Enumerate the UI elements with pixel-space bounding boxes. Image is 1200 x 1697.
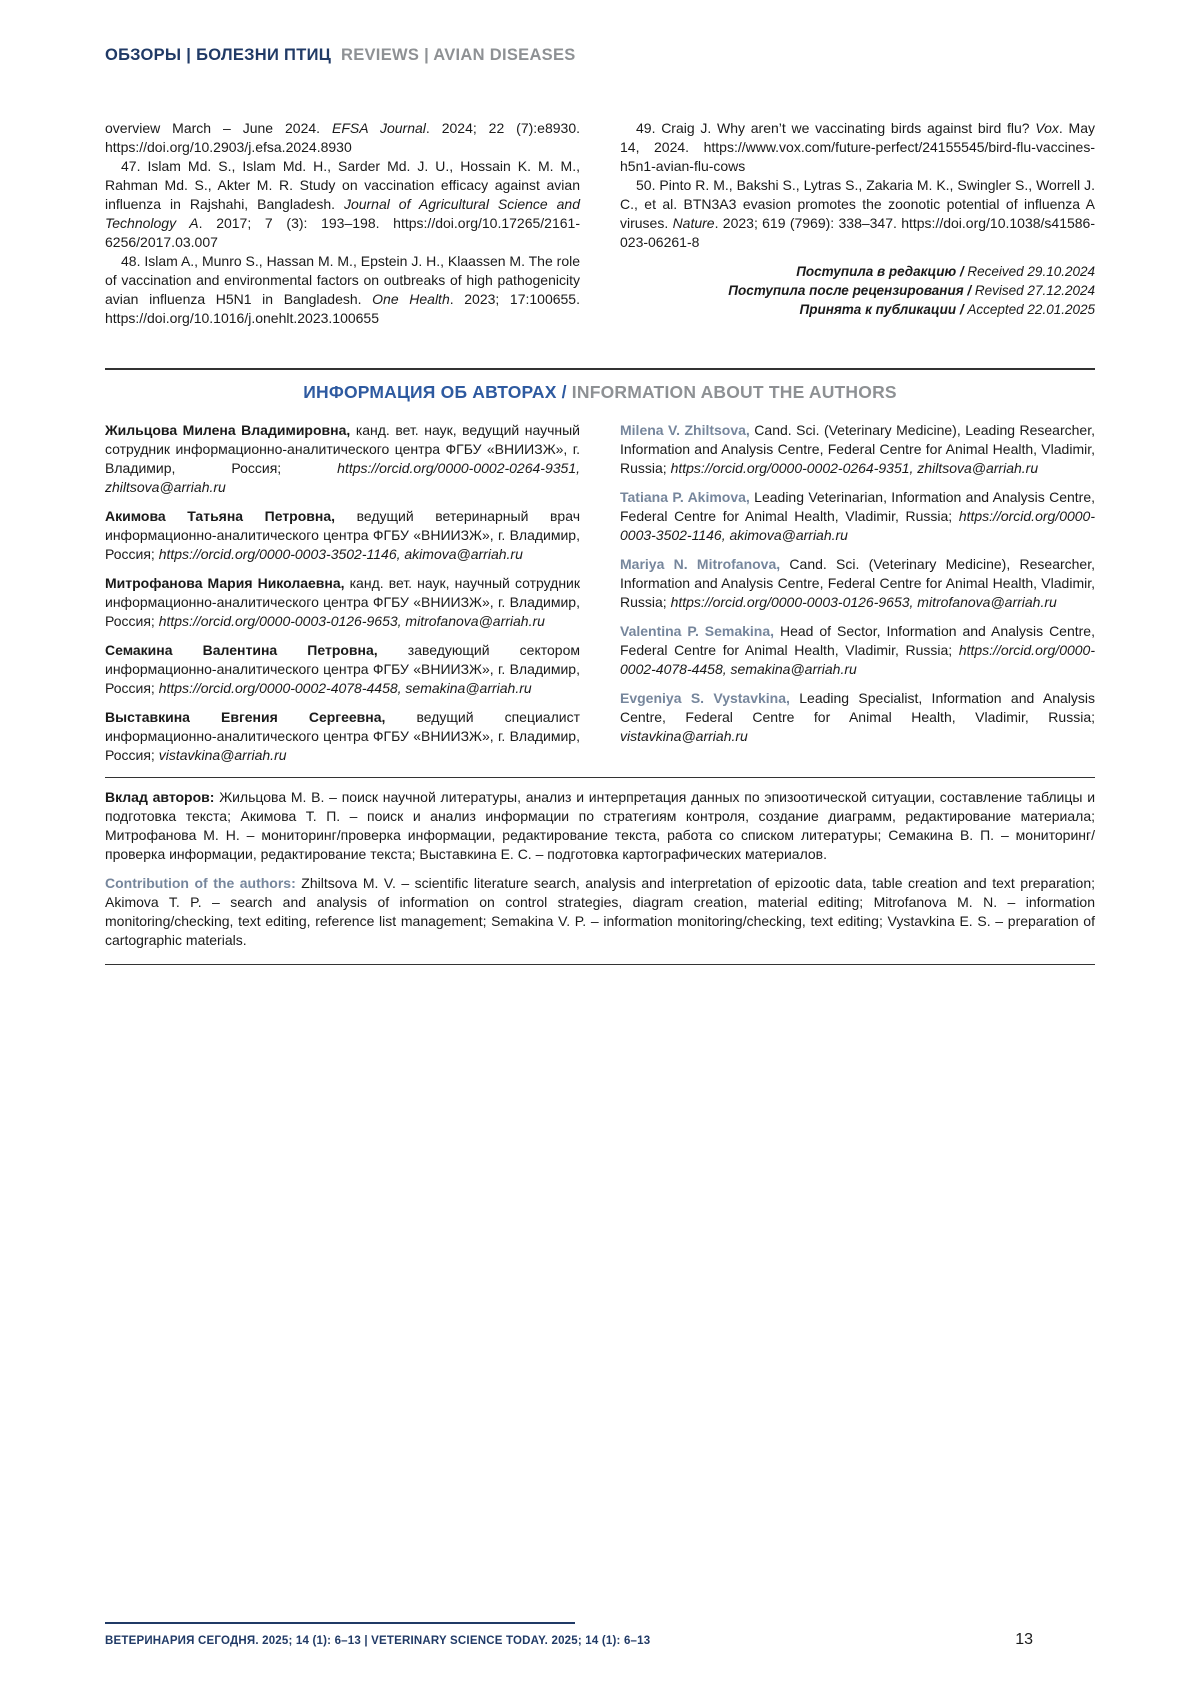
text-run-i: EFSA Journal (331, 120, 426, 136)
author-entry-ru-semakina (105, 641, 580, 698)
text-run-i: Accepted 22.01.2025 (967, 302, 1095, 317)
text-run: Leading Veterinarian, Information and Analysis Centre, Federal Centre for Animal Health, Vladimir, Russia; (620, 489, 1095, 524)
text-run: . 2023; 17:100655. https://doi.org/10.1016/j.onehlt.2023.100655 (105, 291, 580, 326)
text-run: Cand. Sci. (Veterinary Medicine), Leading Researcher, Information and Analysis Centre, Federal Centre for Animal Health, Vladimir, Russia; (620, 422, 1095, 476)
text-run-name-ru: Жильцова Милена Владимировна, (105, 422, 356, 438)
text-run: overview March – June 2024. (105, 120, 332, 136)
footer-rule (105, 1622, 575, 1624)
text-run-i: https://orcid.org/0000-0002-0264-9351, zhiltsova@arriah.ru (670, 460, 1039, 476)
running-head-en: REVIEWS | AVIAN DISEASES (340, 46, 576, 64)
text-run: 48. Islam A., Munro S., Hassan M. M., Epstein J. H., Klaassen M. The role of vaccination and environmental factors on outbreaks of high pathogenicity avian influenza H5N1 in Bangladesh. (105, 253, 580, 307)
page-footer (105, 1622, 1095, 1649)
text-run: . 2017; 7 (3): 193–198. https://doi.org/10.17265/2161-6256/2017.03.007 (105, 215, 580, 250)
text-run-name-ru: Семакина Валентина Петровна, (105, 642, 408, 658)
author-entry-en-mitrofanova (620, 555, 1095, 612)
contribution-divider-bottom (105, 964, 1095, 965)
text-run-i: https://orcid.org/0000-0002-4078-4458, semakina@arriah.ru (620, 642, 1095, 677)
text-run-i: https://orcid.org/0000-0002-4078-4458, semakina@arriah.ru (158, 680, 532, 696)
authors-title-en: INFORMATION ABOUT THE AUTHORS (571, 382, 897, 402)
running-head (105, 46, 1095, 65)
running-head-ru: ОБЗОРЫ | БОЛЕЗНИ ПТИЦ (105, 46, 332, 64)
text-run: 49. Craig J. Why aren’t we vaccinating birds against bird flu? (636, 120, 1036, 136)
text-run-i: https://orcid.org/0000-0002-0264-9351, zhiltsova@arriah.ru (105, 460, 580, 495)
text-run: ведущий специалист информационно-аналитического центра ФГБУ «ВНИИЗЖ», г. Владимир, Россия; (105, 709, 580, 763)
text-run: Жильцова М. В. – поиск научной литературы, анализ и интерпретация данных по эпизоотической ситуации, составление таблицы и подготовка текста; Акимова Т. П. – поиск и анализ информации по стратегиям контроля, создание диаграмм, редактирование материала; Митрофанова М. Н. – мониторинг/проверка информации, редактирование текста, работа со списком литературы; Семакина В. П. – мониторинг/проверка информации, редактирование текста; Выставкина Е. С. – подготовка картографических материалов. (105, 789, 1096, 862)
reference-48 (105, 252, 580, 328)
author-entry-en-semakina (620, 622, 1095, 679)
journal-footer-line: ВЕТЕРИНАРИЯ СЕГОДНЯ. 2025; 14 (1): 6–13 | VETERINARY SCIENCE TODAY. 2025; 14 (1): 6–13 (105, 1635, 651, 1647)
text-run: Head of Sector, Information and Analysis Centre, Federal Centre for Animal Health, Vladimir, Russia; (620, 623, 1095, 658)
authors-info-section (105, 421, 1095, 765)
authors-section-title (105, 382, 1095, 403)
text-run: Leading Specialist, Information and Analysis Centre, Federal Centre for Animal Health, Vladimir, Russia; (620, 690, 1095, 725)
text-run-name-en: Valentina P. Semakina, (620, 623, 780, 639)
text-run: Cand. Sci. (Veterinary Medicine), Researcher, Information and Analysis Centre, Federal Centre for Animal Health, Vladimir, Russia; (620, 556, 1095, 610)
authors-column-en (620, 421, 1095, 765)
references-column-right (620, 119, 1095, 328)
text-run-name-ru: Акимова Татьяна Петровна, (105, 508, 357, 524)
section-divider-top (105, 368, 1095, 370)
page-number: 13 (1015, 1631, 1033, 1648)
text-run-name-en: Evgeniya S. Vystavkina, (620, 690, 800, 706)
reference-50 (620, 176, 1095, 252)
text-run-name-ru: Выставкина Евгения Сергеевна, (105, 709, 417, 725)
text-run-i: https://orcid.org/0000-0003-3502-1146, akimova@arriah.ru (158, 546, 523, 562)
author-entry-ru-zhiltsova (105, 421, 580, 497)
text-run-i: vistavkina@arriah.ru (158, 747, 287, 763)
author-entry-en-vystavkina (620, 689, 1095, 746)
text-run: . 2023; 619 (7969): 338–347. https://doi.org/10.1038/s41586-023-06261-8 (620, 215, 1096, 250)
received-date (620, 262, 1095, 281)
revised-date (620, 281, 1095, 300)
text-run-i: Journal of Agricultural Science and Technology A (105, 196, 580, 231)
author-entry-ru-mitrofanova (105, 574, 580, 631)
text-run-b: Вклад авторов: (105, 789, 220, 805)
text-run-i: Vox (1035, 120, 1059, 136)
text-run-name-en: Tatiana P. Akimova, (620, 489, 755, 505)
footer-row (105, 1631, 1095, 1649)
text-run: . May 14, 2024. https://www.vox.com/future-perfect/24155545/bird-flu-vaccines-h5n1-avian-flu-cows (620, 120, 1095, 174)
text-run: . 2024; 22 (7):e8930. https://doi.org/10.2903/j.efsa.2024.8930 (105, 120, 581, 155)
contribution-paragraph-ru (105, 788, 1095, 864)
text-run-i: Nature (672, 215, 715, 231)
text-run: ведущий ветеринарный врач информационно-аналитического центра ФГБУ «ВНИИЗЖ», г. Владимир, Россия; (105, 508, 580, 562)
author-entry-ru-akimova (105, 507, 580, 564)
reference-continuation (105, 119, 580, 157)
text-run: 50. Pinto R. M., Bakshi S., Lytras S., Zakaria M. K., Swingler S., Worrell J. C., et al. BTN3A3 evasion promotes the zoonotic potential of influenza A viruses. (620, 177, 1095, 231)
references-column-left (105, 119, 580, 328)
text-run-i: Received 29.10.2024 (967, 264, 1095, 279)
author-entry-en-akimova (620, 488, 1095, 545)
text-run: заведующий сектором информационно-аналитического центра ФГБУ «ВНИИЗЖ», г. Владимир, Россия; (105, 642, 580, 696)
text-run-name-en: Mariya N. Mitrofanova, (620, 556, 790, 572)
text-run-i: Revised 27.12.2024 (974, 283, 1095, 298)
authors-title-ru: ИНФОРМАЦИЯ ОБ АВТОРАХ / (303, 382, 572, 402)
article-history (620, 262, 1095, 319)
text-run: канд. вет. наук, ведущий научный сотрудник информационно-аналитического центра ФГБУ «ВНИИЗЖ», г. Владимир, Россия; (105, 422, 581, 476)
text-run: Zhiltsova M. V. – scientific literature search, analysis and interpretation of epizootic data, table creation and text preparation; Akimova T. P. – search and analysis of information on control strategies, diagram creation, material editing; Mitrofanova M. N. – information monitoring/checking, text editing, reference list management; Semakina V. P. – information monitoring/checking, text editing; Vystavkina E. S. – preparation of cartographic materials. (105, 875, 1096, 948)
contribution-divider-top (105, 777, 1095, 778)
accepted-date (620, 300, 1095, 319)
text-run-bi: Поступила после рецензирования / (728, 283, 975, 298)
page-content (105, 0, 1095, 965)
author-entry-ru-vystavkina (105, 708, 580, 765)
text-run: 47. Islam Md. S., Islam Md. H., Sarder Md. J. U., Hossain K. M. M., Rahman Md. S., Akter M. R. Study on vaccination efficacy against avian influenza in Rajshahi, Bangladesh. (105, 158, 580, 212)
text-run-i: https://orcid.org/0000-0003-0126-9653, mitrofanova@arriah.ru (158, 613, 545, 629)
text-run-i: https://orcid.org/0000-0003-3502-1146, akimova@arriah.ru (620, 508, 1095, 543)
text-run-i: One Health (372, 291, 450, 307)
text-run-bi: Принята к публикации / (799, 302, 968, 317)
contribution-paragraph-en (105, 874, 1095, 950)
text-run-bi: Поступила в редакцию / (796, 264, 968, 279)
author-entry-en-zhiltsova (620, 421, 1095, 478)
text-run-name-en: Milena V. Zhiltsova, (620, 422, 755, 438)
text-run-name-ru: Митрофанова Мария Николаевна, (105, 575, 350, 591)
reference-49 (620, 119, 1095, 176)
text-run: канд. вет. наук, научный сотрудник информационно-аналитического центра ФГБУ «ВНИИЗЖ», г. Владимир, Россия; (105, 575, 581, 629)
reference-47 (105, 157, 580, 252)
authors-column-ru (105, 421, 580, 765)
text-run-name-en: Contribution of the authors: (105, 875, 302, 891)
text-run-i: vistavkina@arriah.ru (620, 728, 748, 744)
text-run-i: https://orcid.org/0000-0003-0126-9653, mitrofanova@arriah.ru (670, 594, 1057, 610)
references-section (105, 119, 1095, 328)
